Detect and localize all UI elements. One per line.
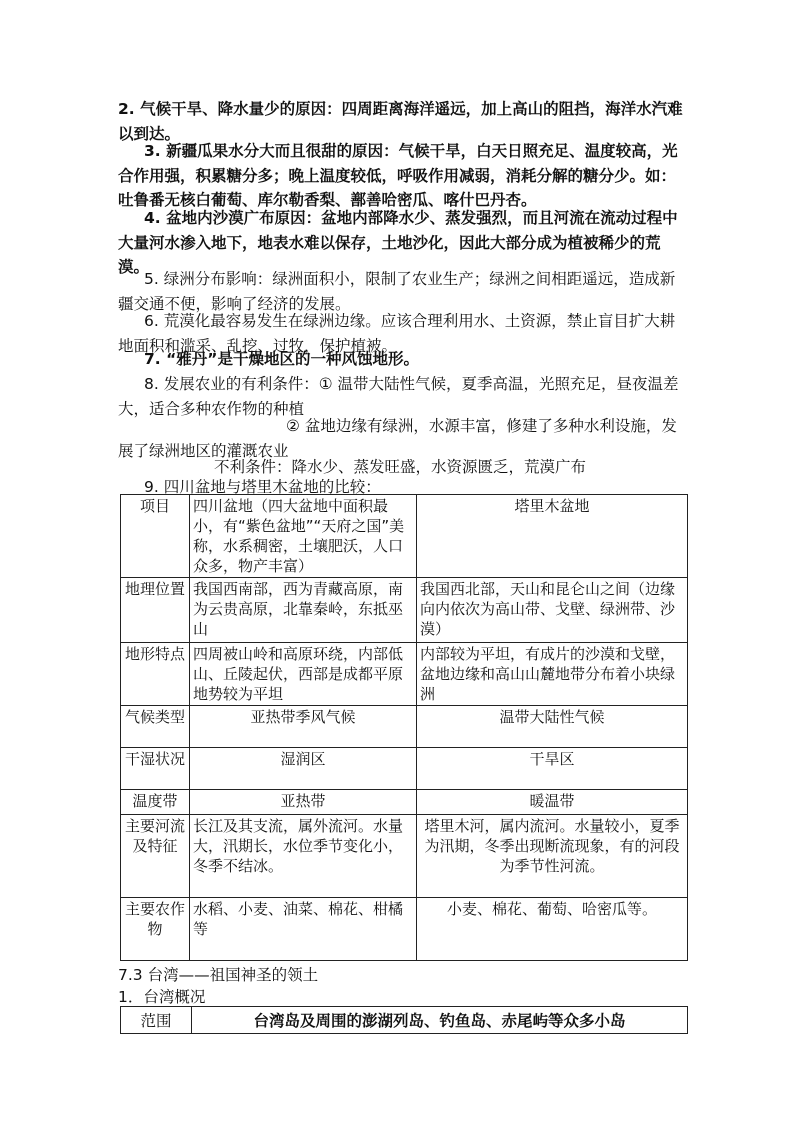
paragraph-5: 5. 绿洲分布影响：绿洲面积小，限制了农业生产；绿洲之间相距遥远，造成新疆交通不便，影响了经济的发展。	[118, 270, 676, 313]
table-cell: 湿润区	[190, 748, 417, 790]
table-cell: 我国西北部，天山和昆仑山之间（边缘向内依次为高山带、戈壁、绿洲带、沙漠）	[417, 578, 688, 643]
table-row	[121, 748, 688, 790]
paragraph-8-favorable-2: ② 盆地边缘有绿洲，水源丰富，修建了多种水利设施，发展了绿洲地区的灌溉农业	[118, 417, 677, 460]
table-cell: 干湿状况	[121, 748, 190, 790]
table-cell: 四周被山岭和高原环绕，内部低山、丘陵起伏，西部是成都平原地势较为平坦	[190, 643, 417, 706]
table-cell: 地形特点	[121, 643, 190, 706]
paragraph-3: 3. 新疆瓜果水分大而且很甜的原因：气候干旱，白天日照充足、温度较高，光合作用强，积累糖分多；晚上温度较低，呼吸作用减弱，消耗分解的糖分少。如：吐鲁番无核白葡萄、库尔勒香梨、鄯善哈密瓜、喀什巴丹杏。	[118, 142, 678, 209]
table-cell: 台湾岛及周围的澎湖列岛、钓鱼岛、赤尾屿等众多小岛	[192, 1007, 688, 1034]
table-cell: 暖温带	[417, 790, 688, 815]
paragraph-2: 2. 气候干旱、降水量少的原因：四周距离海洋遥远，加上高山的阻挡，海洋水汽难以到达。	[118, 100, 683, 143]
table-cell: 范围	[121, 1007, 192, 1034]
section-heading-7-3: 7.3 台湾——祖国神圣的领土	[118, 966, 319, 984]
table-cell: 地理位置	[121, 578, 190, 643]
paragraph-7: 7. “雅丹”是干燥地区的一种风蚀地形。	[144, 350, 419, 368]
table-cell: 长江及其支流，属外流河。水量大，汛期长，水位季节变化小，冬季不结冰。	[190, 815, 417, 898]
table-cell: 内部较为平坦，有成片的沙漠和戈壁，盆地边缘和高山山麓地带分布着小块绿洲	[417, 643, 688, 706]
basin-comparison-table	[120, 494, 688, 961]
table-cell: 主要农作物	[121, 898, 190, 961]
table-cell: 项目	[121, 495, 190, 578]
table-row	[121, 1007, 688, 1034]
table-row	[121, 815, 688, 898]
table-cell: 温带大陆性气候	[417, 706, 688, 748]
table-cell: 温度带	[121, 790, 190, 815]
paragraph-8-unfavorable: 不利条件：降水少、蒸发旺盛，水资源匮乏，荒漠广布	[214, 458, 587, 476]
paragraph-8-favorable: 8. 发展农业的有利条件：① 温带大陆性气候，夏季高温，光照充足，昼夜温差大，适合多种农作物的种植	[118, 375, 679, 418]
table-cell: 气候类型	[121, 706, 190, 748]
table-cell: 四川盆地（四大盆地中面积最小，有“紫色盆地”“天府之国”美称，水系稠密，土壤肥沃，人口众多，物产丰富）	[190, 495, 417, 578]
table-header-row	[121, 495, 688, 578]
table-row	[121, 706, 688, 748]
paragraph-6: 6. 荒漠化最容易发生在绿洲边缘。应该合理利用水、土资源，禁止盲目扩大耕地面积和滥采、乱挖、过牧，保护植被。	[118, 312, 676, 355]
paragraph-9: 9. 四川盆地与塔里木盆地的比较：	[144, 478, 381, 496]
table-cell: 塔里木盆地	[417, 495, 688, 578]
table-row	[121, 898, 688, 961]
table-row	[121, 578, 688, 643]
table-cell: 塔里木河，属内流河。水量较小，夏季为汛期，冬季出现断流现象，有的河段为季节性河流。	[417, 815, 688, 898]
table-cell: 亚热带	[190, 790, 417, 815]
subsection-heading-taiwan-overview: 1．台湾概况	[118, 988, 206, 1006]
paragraph-4: 4. 盆地内沙漠广布原因：盆地内部降水少、蒸发强烈，而且河流在流动过程中大量河水渗入地下，地表水难以保存，土地沙化，因此大部分成为植被稀少的荒漠。	[118, 209, 678, 276]
table-row	[121, 790, 688, 815]
table-cell: 主要河流及特征	[121, 815, 190, 898]
table-cell: 水稻、小麦、油菜、棉花、柑橘等	[190, 898, 417, 961]
table-cell: 亚热带季风气候	[190, 706, 417, 748]
table-cell: 我国西南部，西为青藏高原，南为云贵高原，北靠秦岭，东抵巫山	[190, 578, 417, 643]
table-row	[121, 643, 688, 706]
table-cell: 干旱区	[417, 748, 688, 790]
table-cell: 小麦、棉花、葡萄、哈密瓜等。	[417, 898, 688, 961]
taiwan-overview-table	[120, 1006, 688, 1034]
